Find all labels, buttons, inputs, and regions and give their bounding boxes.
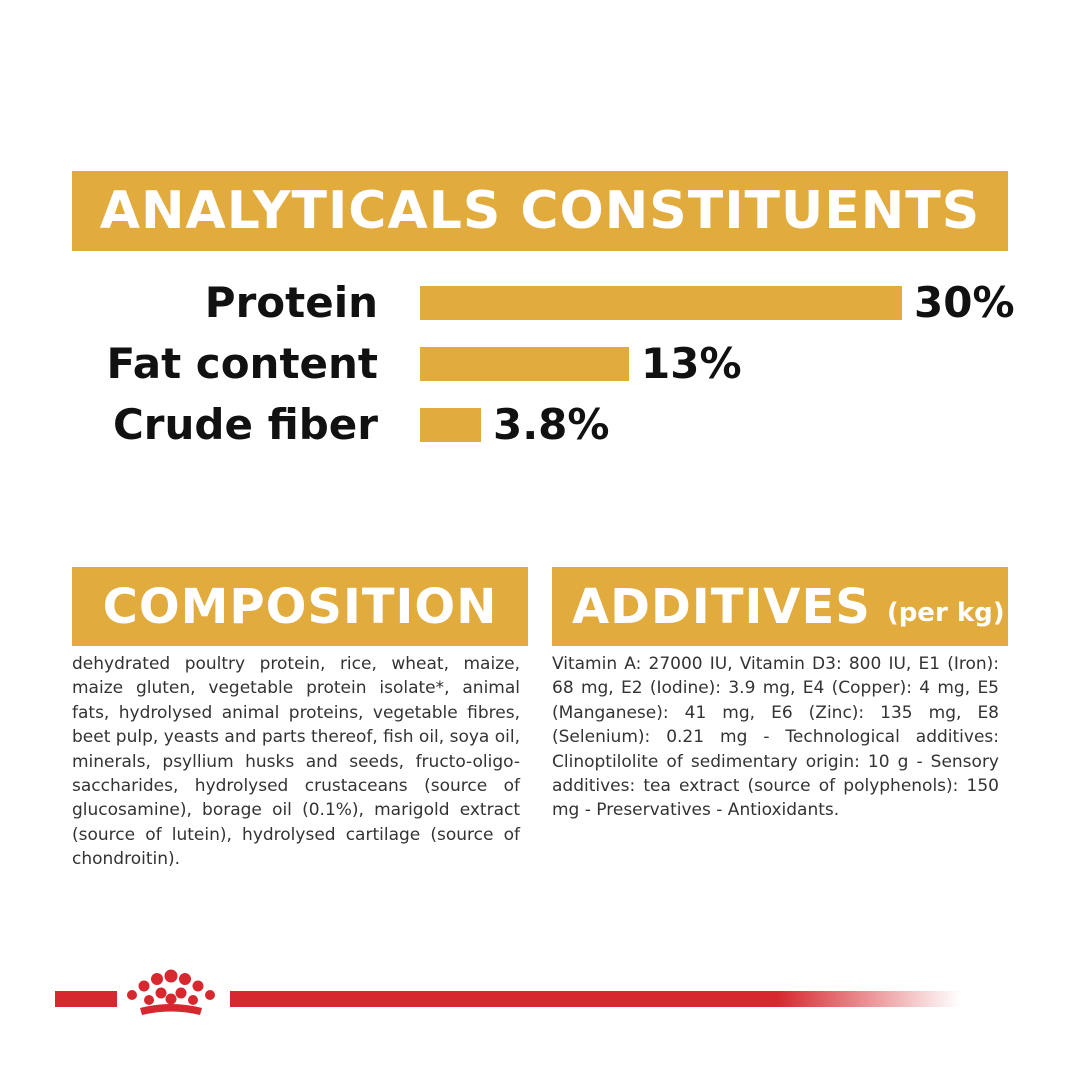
composition-text: dehydrated poultry protein, rice, wheat, maize, maize gluten, vegetable protein isolate*, animal fats, hydrolysed animal proteins, vegetable fibres, beet pulp, yeasts and parts thereof, fish oil, soya oil, minerals, psyllium husks and seeds, fructo-oligo-saccharides, hydrolysed crustaceans (source of glucosamine), borage oil (0.1%), marigold extract (source of lutein), hydrolysed cartilage (source of chondroitin). xyxy=(72,654,520,870)
composition-heading xyxy=(72,567,528,646)
bar xyxy=(420,347,629,381)
bar-label: Protein xyxy=(204,278,378,327)
additives-heading xyxy=(552,567,1008,646)
additives-text: Vitamin A: 27000 IU, Vitamin D3: 800 IU, E1 (Iron): 68 mg, E2 (Iodine): 3.9 mg, E4 (Copper): 4 mg, E5 (Manganese): 41 mg, E6 (Zinc): 135 mg, E8 (Selenium): 0.21 mg - Technological additives: Clinoptilolite of sedimentary origin: 10 g - Sensory additives: tea extract (source of polyphenols): 150 mg - Preservatives - Antioxidants. xyxy=(552,654,999,821)
bar xyxy=(420,408,481,442)
additives-heading-text: ADDITIVES xyxy=(572,578,871,635)
brand-line-right xyxy=(230,991,960,1007)
bar xyxy=(420,286,902,320)
crown-logo-icon xyxy=(120,966,222,1026)
composition-heading-text: COMPOSITION xyxy=(102,578,498,635)
additives-heading-suffix: (per kg) xyxy=(886,597,1005,628)
bar-value-label: 3.8% xyxy=(493,400,610,449)
analytics-heading-text: ANALYTICALS CONSTITUENTS xyxy=(99,181,981,241)
bar-label: Fat content xyxy=(106,339,378,388)
bar-value-label: 30% xyxy=(914,278,1015,327)
bar-value-label: 13% xyxy=(641,339,742,388)
analytics-heading xyxy=(72,171,1008,251)
bar-label: Crude fiber xyxy=(112,400,378,449)
brand-line-left xyxy=(55,991,117,1007)
